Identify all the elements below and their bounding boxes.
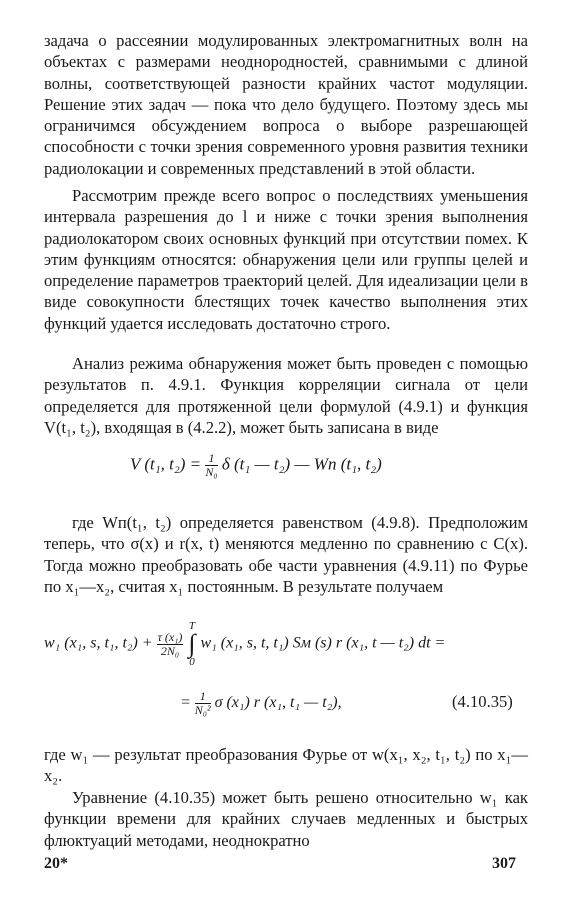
formula2-frac-denominator: 2N₀	[160, 643, 180, 658]
formula-equation-line2	[180, 690, 342, 717]
formula2-frac2-numerator: 1	[195, 690, 211, 704]
formula-v-definition	[130, 452, 382, 479]
formula1-fraction	[205, 452, 217, 479]
integral-sign: T ∫ 0	[188, 620, 196, 668]
paragraph-2: Рассмотрим прежде всего вопрос о последствиях уменьшения интервала разрешения до l и ниже с точки зрения выполнения радиолокатором своих основных функций при отсутствии помех. К этим функциям относятся: обнаружения цели или группы целей и определение параметров траекторий целей. Для идеализации цели в виде совокупности блестящих точек качество выполнения этих функций удается исследовать достаточно строго.	[44, 186, 528, 333]
formula2-fraction-2	[195, 690, 211, 717]
integral-upper-limit: T	[188, 620, 196, 632]
integral-lower-limit: 0	[189, 656, 195, 668]
formula2-fraction	[157, 631, 184, 658]
printer-signature: 20*	[44, 855, 68, 872]
paragraph-5: где w₁ — результат преобразования Фурье от w(x₁, x₂, t₁, t₂) по x₁—x₂.	[44, 745, 528, 786]
formula2-line2-rhs: σ (x₁) r (x₁, t₁ — t₂),	[214, 694, 342, 712]
formula1-rhs: δ (t₁ — t₂) — Wп (t₁, t₂)	[221, 454, 382, 474]
formula1-denominator: N₀	[205, 465, 218, 479]
equation-number: (4.10.35)	[452, 692, 513, 711]
paragraph-6: Уравнение (4.10.35) может быть решено относительно w₁ как функции времени для крайних случаев медленных и быстрых флюктуаций методами, неоднократно	[44, 788, 528, 850]
paragraph-1: задача о рассеянии модулированных электромагнитных волн на объектах с размерами неоднородностей, сравнимыми с длиной волны, соответствующей разности крайних частот модуляции. Решение этих задач — пока что дело будущего. Поэтому здесь мы ограничимся обсуждением вопроса о выборе разрешающей способности с точки зрения современного уровня развития техники радиолокации и современных представлений в этой области.	[44, 31, 528, 178]
paragraph-3: Анализ режима обнаружения может быть проведен с помощью результатов п. 4.9.1. Функция корреляции сигнала от цели определяется для протяженной цели формулой (4.9.1) и функция V(t₁, t₂), входящая в (4.2.2), может быть записана в виде	[44, 354, 528, 437]
formula2-term1: w₁ (x₁, s, t₁, t₂) +	[44, 634, 153, 652]
formula1-lhs: V (t₁, t₂) =	[130, 454, 202, 474]
formula2-frac-numerator: τ (x₁)	[157, 629, 183, 644]
formula1-numerator: 1	[205, 452, 217, 466]
formula2-integrand: w₁ (x₁, s, t, t₁) Sм (s) r (x₁, t — t₂) dt =	[200, 634, 446, 652]
paragraph-4: где Wп(t₁, t₂) определяется равенством (4.9.8). Предположим теперь, что σ(x) и r(x, t) меняются медленно по сравнению с C(x). Тогда можно преобразовать обе части уравнения (4.9.11) по Фурье по x₁—x₂, считая x₁ постоянным. В результате получаем	[44, 513, 528, 596]
page-number: 307	[492, 855, 516, 872]
formula-equation-line1	[44, 620, 445, 668]
formula2-line2-eq: =	[180, 694, 191, 712]
formula2-frac2-denominator: N₀²	[194, 703, 211, 717]
